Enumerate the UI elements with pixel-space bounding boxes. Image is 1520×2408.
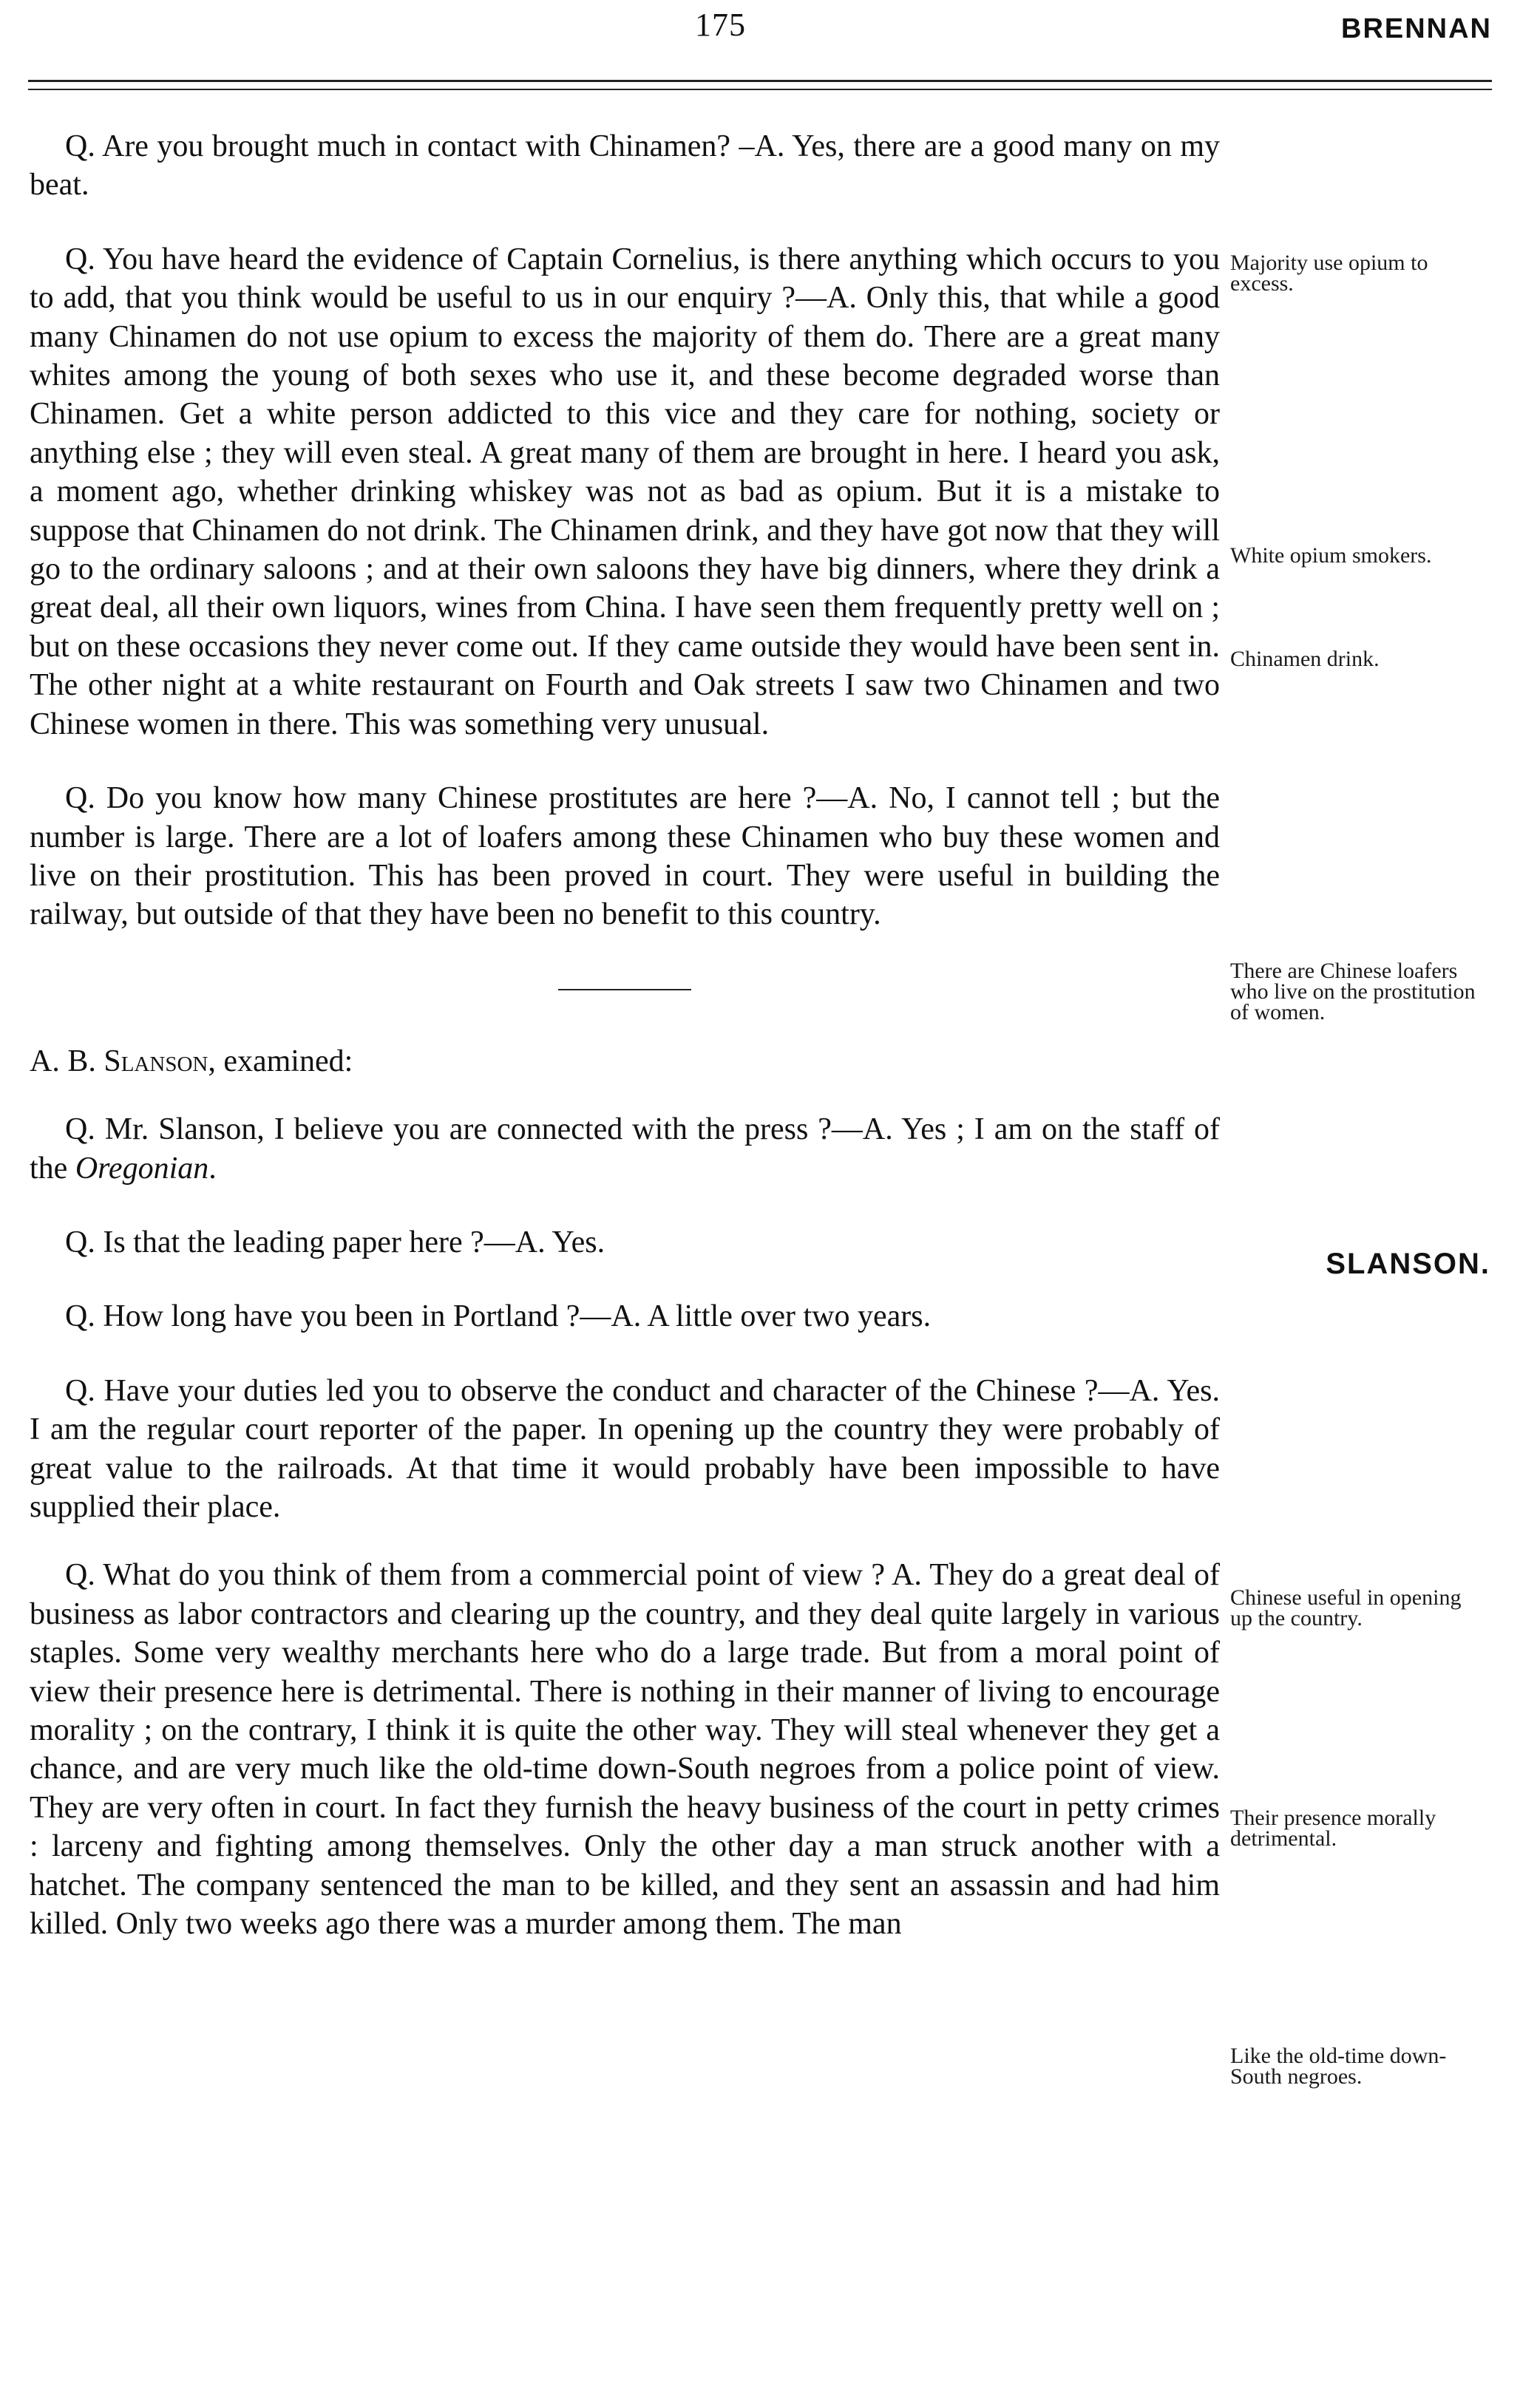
marginal-note: Chinamen drink. bbox=[1230, 647, 1380, 671]
question-paragraph: Q. What do you think of them from a commercial point of view ? A. They do a great deal of business as labor contractors and clearing up the country, and they deal quite largely in various staples. Some very wealthy merchants here who do a large trade. But from a moral point of view their presence here is detrimental. There is nothing in their manner of living to encourage morality ; on the contrary, I think it is quite the other way. They will steal whenever they get a chance, and are very much like the old-time down-South negroes from a police point of view. They are very often in court. In fact they furnish the heavy business of the court in petty crimes : larceny and fighting among themselves. Only the other day a man struck another with a hatchet. The company sentenced the man to be killed, and they sent an assassin and had him killed. Only two weeks ago there was a murder among them. The man bbox=[30, 1558, 1220, 1942]
header-rule-secondary bbox=[28, 89, 1492, 90]
question-paragraph: Q. Mr. Slanson, I believe you are connected with the press ?—A. Yes ; I am on the staff of the Oregonian. bbox=[30, 1112, 1220, 1186]
marginal-note: Their presence morally detrimental. bbox=[1230, 1806, 1436, 1851]
question-paragraph: Q. How long have you been in Portland ?—A. A little over two years. bbox=[65, 1299, 932, 1334]
marginal-note: Like the old-time down-South negroes. bbox=[1230, 2044, 1447, 2089]
question-paragraph: Q. Are you brought much in contact with Chinamen? –A. Yes, there are a good many on my beat. bbox=[30, 129, 1220, 203]
section-divider bbox=[558, 989, 691, 990]
marginal-note: There are Chinese loafers who live on the prostitution of women. bbox=[1230, 959, 1476, 1024]
marginal-note: Chinese useful in opening up the country. bbox=[1230, 1585, 1462, 1630]
header-rule bbox=[28, 80, 1492, 82]
page-number: 175 bbox=[695, 7, 746, 43]
main-text-column bbox=[30, 127, 1220, 1943]
question-paragraph: Q. Do you know how many Chinese prostitutes are here ?—A. No, I cannot tell ; but the number is large. There are a lot of loafers among these Chinamen who buy these women and live on their prostitution. This has been proved in court. They were useful in building the railway, but outside of that they have been no benefit to this country. bbox=[30, 781, 1220, 932]
question-paragraph: Q. Have your duties led you to observe the conduct and character of the Chinese ?—A. Yes. I am the regular court reporter of the paper. In opening up the country they were probably of great value to the railroads. At that time it would probably have been impossible to have supplied their place. bbox=[30, 1373, 1220, 1524]
running-title: BRENNAN bbox=[1341, 13, 1492, 44]
witness-heading: A. B. Slanson, examined: bbox=[30, 1044, 353, 1078]
question-paragraph: Q. You have heard the evidence of Captain Cornelius, is there anything which occurs to you to add, that you think would be useful to us in our enquiry ?—A. Only this, that while a good many Chinamen do not use opium to excess the majority of them do. There are a great many whites among the young of both sexes who use it, and these become degraded worse than Chinamen. Get a white person addicted to this vice and they care for nothing, society or anything else ; they will even steal. A great many of them are brought in here. I heard you ask, a moment ago, whether drinking whiskey was not as bad as opium. But it is a mistake to suppose that Chinamen do not drink. The Chinamen drink, and they have got now that they will go to the ordinary saloons ; and at their own saloons they have big dinners, where they drink a great deal, all their own liquors, wines from China. I have seen them frequently pretty well on ; but on these occasions they never come out. If they came outside they would have been sent in. The other night at a white restaurant on Fourth and Oak streets I saw two Chinamen and two Chinese women in there. This was something very unusual. bbox=[30, 242, 1220, 741]
question-paragraph: Q. Is that the leading paper here ?—A. Yes. bbox=[65, 1225, 605, 1259]
witness-side-heading: SLANSON. bbox=[1326, 1248, 1490, 1280]
marginal-note: White opium smokers. bbox=[1230, 543, 1432, 568]
newspaper-name: Oregonian bbox=[75, 1151, 209, 1186]
marginal-note: Majority use opium to excess. bbox=[1230, 251, 1428, 296]
